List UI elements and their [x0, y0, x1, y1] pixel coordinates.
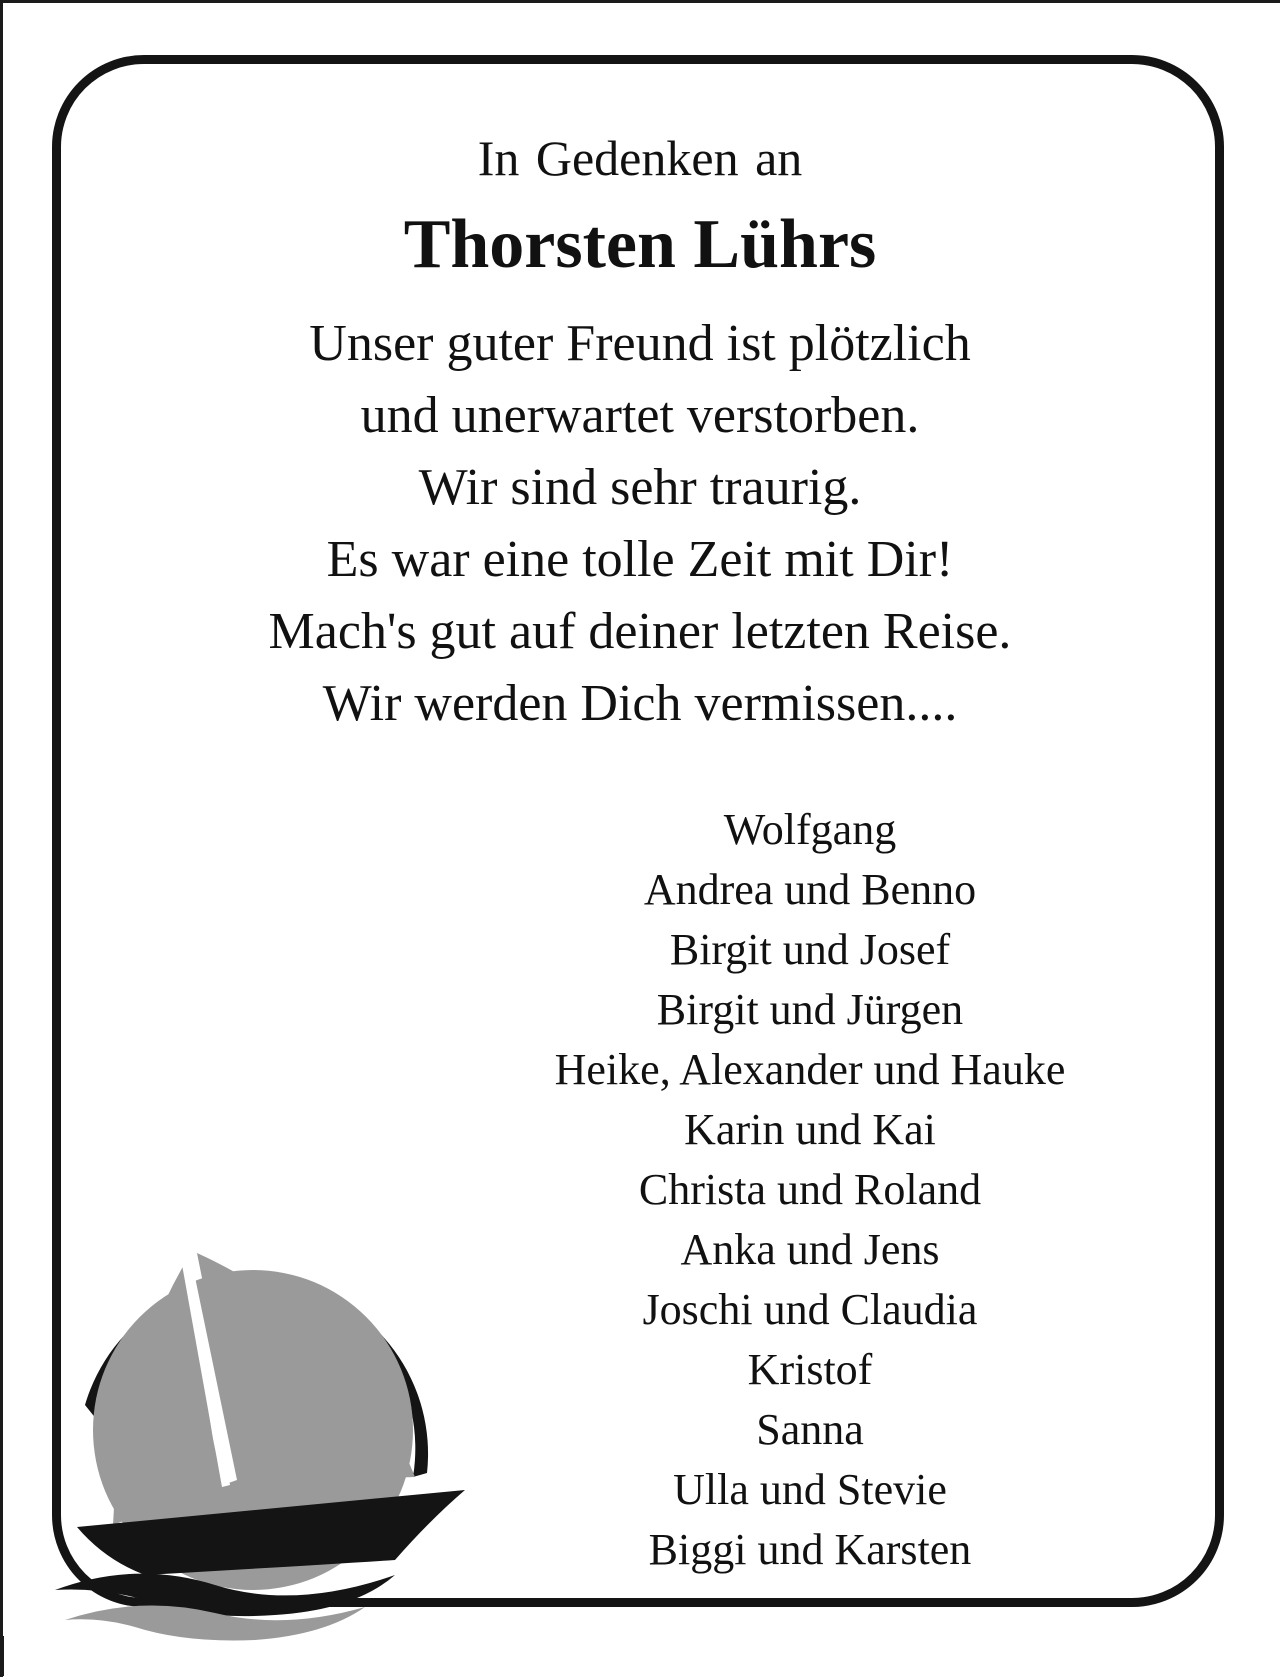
- signatory: Karin und Kai: [684, 1105, 936, 1154]
- signatory: Sanna: [756, 1405, 864, 1454]
- corner-mark: [0, 1636, 4, 1676]
- signatory: Wolfgang: [723, 805, 897, 854]
- signatory: Birgit und Josef: [669, 925, 951, 974]
- signatory: Christa und Roland: [638, 1165, 982, 1214]
- message-line: Unser guter Freund ist plötzlich: [309, 315, 971, 372]
- deceased-name: Thorsten Lührs: [403, 206, 877, 283]
- signatory: Heike, Alexander und Hauke: [554, 1045, 1066, 1094]
- message-line: Es war eine tolle Zeit mit Dir!: [326, 531, 954, 588]
- message-line: Mach's gut auf deiner letzten Reise.: [268, 603, 1012, 660]
- signatory: Biggi und Karsten: [648, 1525, 972, 1574]
- signatory: Kristof: [747, 1345, 873, 1394]
- sailboat-icon: [25, 1215, 485, 1655]
- intro-line: In Gedenken an: [477, 130, 803, 186]
- message-line: Wir werden Dich vermissen....: [322, 675, 958, 732]
- signatory: Joschi und Claudia: [642, 1285, 978, 1334]
- signatory: Anka und Jens: [680, 1225, 940, 1274]
- page-edge-top: [0, 0, 1280, 3]
- message-line: Wir sind sehr traurig.: [418, 459, 862, 516]
- signatory: Ulla und Stevie: [673, 1465, 947, 1514]
- signatory-list: [460, 800, 1160, 1580]
- signatory: Andrea und Benno: [643, 865, 977, 914]
- signatory: Birgit und Jürgen: [656, 985, 964, 1034]
- memorial-message: [0, 308, 1280, 740]
- message-line: und unerwartet verstorben.: [360, 387, 920, 444]
